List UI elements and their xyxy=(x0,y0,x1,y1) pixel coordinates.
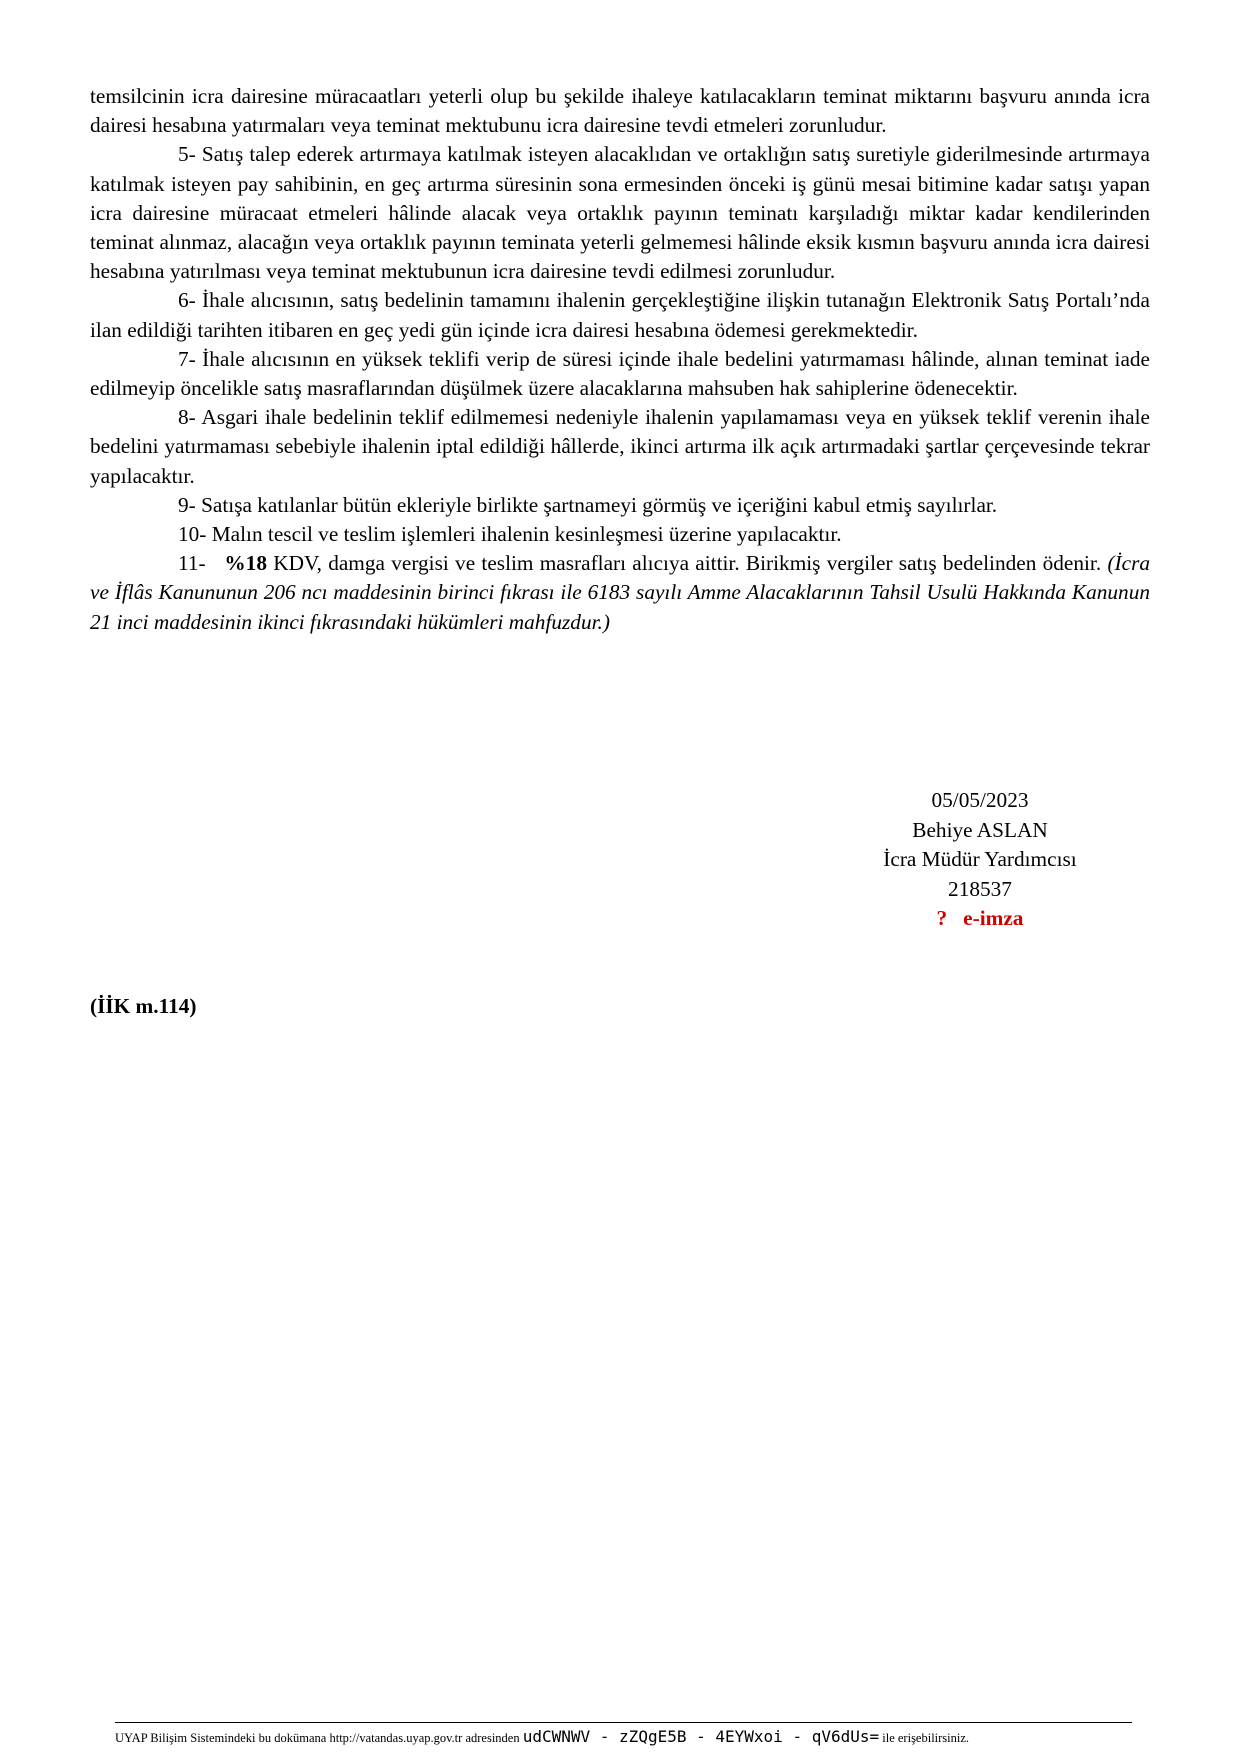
paragraph-item-5 xyxy=(90,140,1150,286)
item-number: 10- xyxy=(178,522,207,547)
verification-code: udCWNWV - zZQgE5B - 4EYWxoi - qV6dUs= xyxy=(522,1727,880,1746)
footer-prefix: UYAP Bilişim Sistemindeki bu dokümana http://vatandas.uyap.gov.tr adresinden xyxy=(115,1731,520,1745)
item-number: 9- xyxy=(178,492,196,517)
signature-block xyxy=(830,786,1130,934)
paragraph-text: Satışa katılanlar bütün ekleriyle birlikte şartnameyi görmüş ve içeriğini kabul etmiş sayılırlar. xyxy=(201,492,998,517)
paragraph-item-10 xyxy=(90,520,1150,549)
paragraph-item-8 xyxy=(90,403,1150,491)
law-reference-note: (İcra ve İflâs Kanununun 206 ncı maddesinin birinci fıkrası ile 6183 sayılı Amme Alacaklarının Tahsil Usulü Hakkında Kanunun 21 inci maddesinin ikinci fıkrasındaki hükümleri mahfuzdur.) xyxy=(90,551,1151,634)
paragraph-text: İhale alıcısının en yüksek teklifi verip de süresi içinde ihale bedelini yatırmaması hâlinde, alınan teminat iade edilmeyip öncelikle satış masraflarından düşülmek üzere alacaklarına mahsuben hak sahiplerine ödenecektir. xyxy=(90,346,1150,401)
paragraph-item-7 xyxy=(90,345,1150,403)
item-number: 7- xyxy=(178,346,196,371)
footer-suffix: ile erişebilirsiniz. xyxy=(882,1731,970,1745)
legal-reference: (İİK m.114) xyxy=(90,994,197,1018)
item-number: 8- xyxy=(178,405,196,430)
paragraph-text: Asgari ihale bedelinin teklif edilmemesi nedeniyle ihalenin yapılamaması veya en yüksek teklif verenin ihale bedelini yatırmaması sebebiyle ihalenin iptal edildiği hâllerde, ikinci artırma ilk açık artırmadaki şartlar çerçevesinde tekrar yapılacaktır. xyxy=(90,405,1150,488)
paragraph-item-11 xyxy=(90,549,1150,637)
paragraph-text: İhale alıcısının, satış bedelinin tamamını ihalenin gerçekleştiğine ilişkin tutanağın Elektronik Satış Portalı’nda ilan edildiği tarihten itibaren en geç yedi gün içinde icra dairesi hesabına ödemesi gerekmektedir. xyxy=(90,288,1150,342)
paragraph-item-9 xyxy=(90,491,1150,520)
signature-date: 05/05/2023 xyxy=(931,788,1029,812)
paragraph-continuation xyxy=(90,82,1150,140)
e-signature-icon: ? xyxy=(936,906,948,931)
e-signature-label: e-imza xyxy=(963,906,1024,931)
paragraph-text: KDV, damga vergisi ve teslim masrafları alıcıya aittir. Birikmiş vergiler satış bedelinden ödenir. xyxy=(273,551,1102,576)
signer-name: Behiye ASLAN xyxy=(912,817,1048,842)
footer-divider xyxy=(115,1722,1132,1723)
paragraph-text: Satış talep ederek artırmaya katılmak isteyen alacaklıdan ve ortaklığın satış suretiyle giderilmesinde artırmaya katılmak isteyen pay sahibinin, en geç artırma süresinin sona ermesinden önceki iş günü mesai bitimine kadar satışı yapan icra dairesine müracaat etmeleri hâlinde alacak veya ortaklık payının teminatı karşıladığı miktar kadar kendilerinden teminat alınmaz, alacağın veya ortaklık payının teminata yeterli gelmemesi hâlinde eksik kısmın başvuru anında icra dairesi hesabına yatırılması veya teminat mektubunun icra dairesine tevdi edilmesi zorunludur. xyxy=(90,142,1151,284)
footer xyxy=(115,1727,1132,1746)
paragraph-text: temsilcinin icra dairesine müracaatları yeterli olup bu şekilde ihaleye katılacakların teminat miktarını başvuru anında icra dairesi hesabına yatırmaları veya teminat mektubunu icra dairesine tevdi etmeleri zorunludur. xyxy=(90,84,1150,138)
vat-rate: %18 xyxy=(224,551,267,576)
item-number: 11- xyxy=(178,551,206,576)
document-body xyxy=(90,82,1150,637)
e-signature-badge xyxy=(830,904,1130,934)
signer-registry-no: 218537 xyxy=(948,876,1012,901)
paragraph-item-6 xyxy=(90,286,1150,344)
paragraph-text: Malın tescil ve teslim işlemleri ihalenin kesinleşmesi üzerine yapılacaktır. xyxy=(211,522,842,547)
item-number: 5- xyxy=(178,142,196,167)
item-number: 6- xyxy=(178,288,196,313)
signer-title: İcra Müdür Yardımcısı xyxy=(883,847,1077,872)
